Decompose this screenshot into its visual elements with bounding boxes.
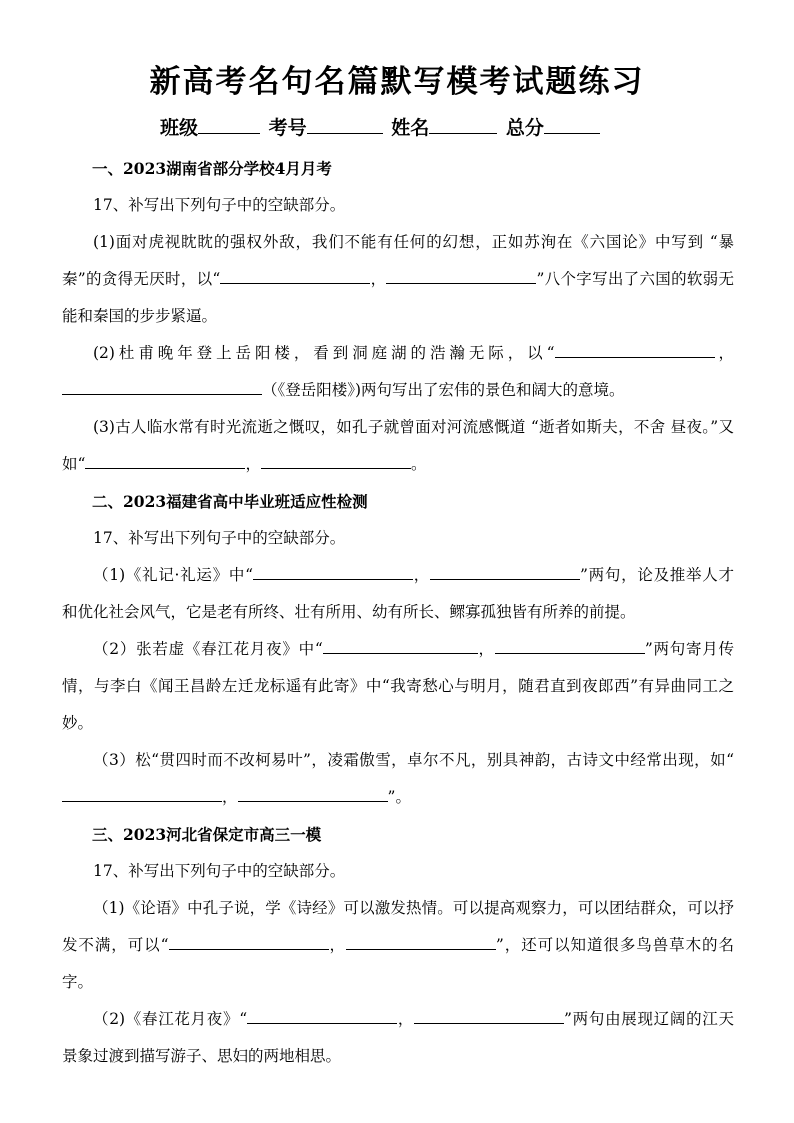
- question-instruction: 17、补写出下列句子中的空缺部分。: [93, 529, 346, 547]
- question-text: (3)古人临水常有时光流逝之慨叹，如孔子就曾面对河流感慨道 “逝者如斯夫，不舍 昼夜。”又如“: [62, 418, 734, 473]
- answer-blank[interactable]: [261, 454, 411, 469]
- section-heading: 一、2023湖南省部分学校4月月考: [92, 159, 332, 178]
- answer-blank[interactable]: [430, 565, 580, 580]
- question-text: （《登岳阳楼》)两句写出了宏伟的景色和阔大的意境。: [262, 381, 625, 399]
- question-instruction: 17、补写出下列句子中的空缺部分。: [93, 862, 346, 880]
- question-item: [62, 409, 734, 483]
- question-item: [62, 335, 734, 409]
- name-field[interactable]: [429, 115, 497, 134]
- separator: ，: [370, 270, 387, 288]
- question-item: [62, 631, 734, 742]
- answer-blank[interactable]: [220, 269, 370, 284]
- separator: ，: [477, 640, 495, 658]
- question-text: ”两句，论及推举人才和优化社会风气，它是老有所终、壮有所用、幼有所长、鳏寡孤独皆有所养的前提。: [62, 566, 734, 621]
- separator: ，: [328, 936, 346, 954]
- answer-blank[interactable]: [238, 787, 388, 802]
- question-text: (1)面对虎视眈眈的强权外敌，我们不能有任何的幻想，正如苏洵在《六国论》中写到 “暴秦”的贪得无厌时，以“: [62, 233, 734, 288]
- answer-blank[interactable]: [346, 935, 496, 950]
- question-text: ”八个字写出了六国的软弱无能和秦国的步步紧逼。: [62, 270, 734, 325]
- exam-content: [62, 150, 734, 1075]
- section-heading: 三、2023河北省保定市高三一模: [92, 825, 322, 844]
- name-label: 姓名: [391, 117, 430, 139]
- question-text: （3）松“贯四时而不改柯易叶”，凌霜傲雪，卓尔不凡，别具神韵，古诗文中经常出现，如“: [93, 751, 734, 769]
- question-item: [62, 742, 734, 816]
- question-text: (2)杜甫晚年登上岳阳楼，看到洞庭湖的浩瀚无际，以“: [93, 344, 555, 362]
- separator: ，: [245, 455, 261, 473]
- answer-blank[interactable]: [169, 935, 329, 950]
- answer-blank[interactable]: [247, 1009, 397, 1024]
- question-text: 。: [410, 455, 427, 473]
- question-text: ”。: [387, 788, 411, 806]
- question-text: ”两句寄月传情，与李白《闻王昌龄左迁龙标遥有此寄》中“我寄愁心与明月，随君直到夜郎西”有异曲同工之妙。: [62, 640, 734, 732]
- separator: ，: [413, 566, 431, 584]
- question-item: [62, 224, 734, 335]
- question-text: ”，还可以知道很多鸟兽草木的名字。: [62, 936, 734, 991]
- answer-blank[interactable]: [62, 380, 262, 395]
- separator: ，: [397, 1010, 415, 1028]
- answer-blank[interactable]: [495, 639, 645, 654]
- question-item: [62, 1001, 734, 1075]
- question-item: [62, 890, 734, 1001]
- answer-blank[interactable]: [555, 343, 715, 358]
- question-text: （1)《论语》中孔子说，学《诗经》可以激发热情。可以提高观察力，可以团结群众，可以抒发不满，可以“: [62, 899, 734, 954]
- class-field[interactable]: [198, 115, 260, 134]
- answer-blank[interactable]: [323, 639, 478, 654]
- question-text: ”两句由展现辽阔的江天景象过渡到描写游子、思妇的两地相思。: [62, 1010, 734, 1065]
- answer-blank[interactable]: [253, 565, 413, 580]
- question-item: [62, 557, 734, 631]
- page-title: 新高考名句名篇默写模考试题练习: [149, 64, 645, 100]
- answer-blank[interactable]: [62, 787, 222, 802]
- question-text: （2)《春江花月夜》“: [93, 1010, 248, 1028]
- question-text: （2）张若虚《春江花月夜》中“: [93, 640, 323, 658]
- section-heading: 二、2023福建省高中毕业班适应性检测: [92, 492, 368, 511]
- answer-blank[interactable]: [386, 269, 536, 284]
- separator: ，: [222, 788, 238, 806]
- exam-no-label: 考号: [268, 117, 307, 139]
- answer-blank[interactable]: [85, 454, 245, 469]
- separator: ，: [714, 344, 734, 362]
- question-text: （1)《礼记·礼运》中“: [93, 566, 254, 584]
- score-label: 总分: [505, 117, 544, 139]
- exam-no-field[interactable]: [307, 115, 383, 134]
- class-label: 班级: [160, 117, 199, 139]
- score-field[interactable]: [544, 115, 600, 134]
- question-instruction: 17、补写出下列句子中的空缺部分。: [93, 196, 346, 214]
- student-info-row: [160, 114, 680, 142]
- answer-blank[interactable]: [414, 1009, 564, 1024]
